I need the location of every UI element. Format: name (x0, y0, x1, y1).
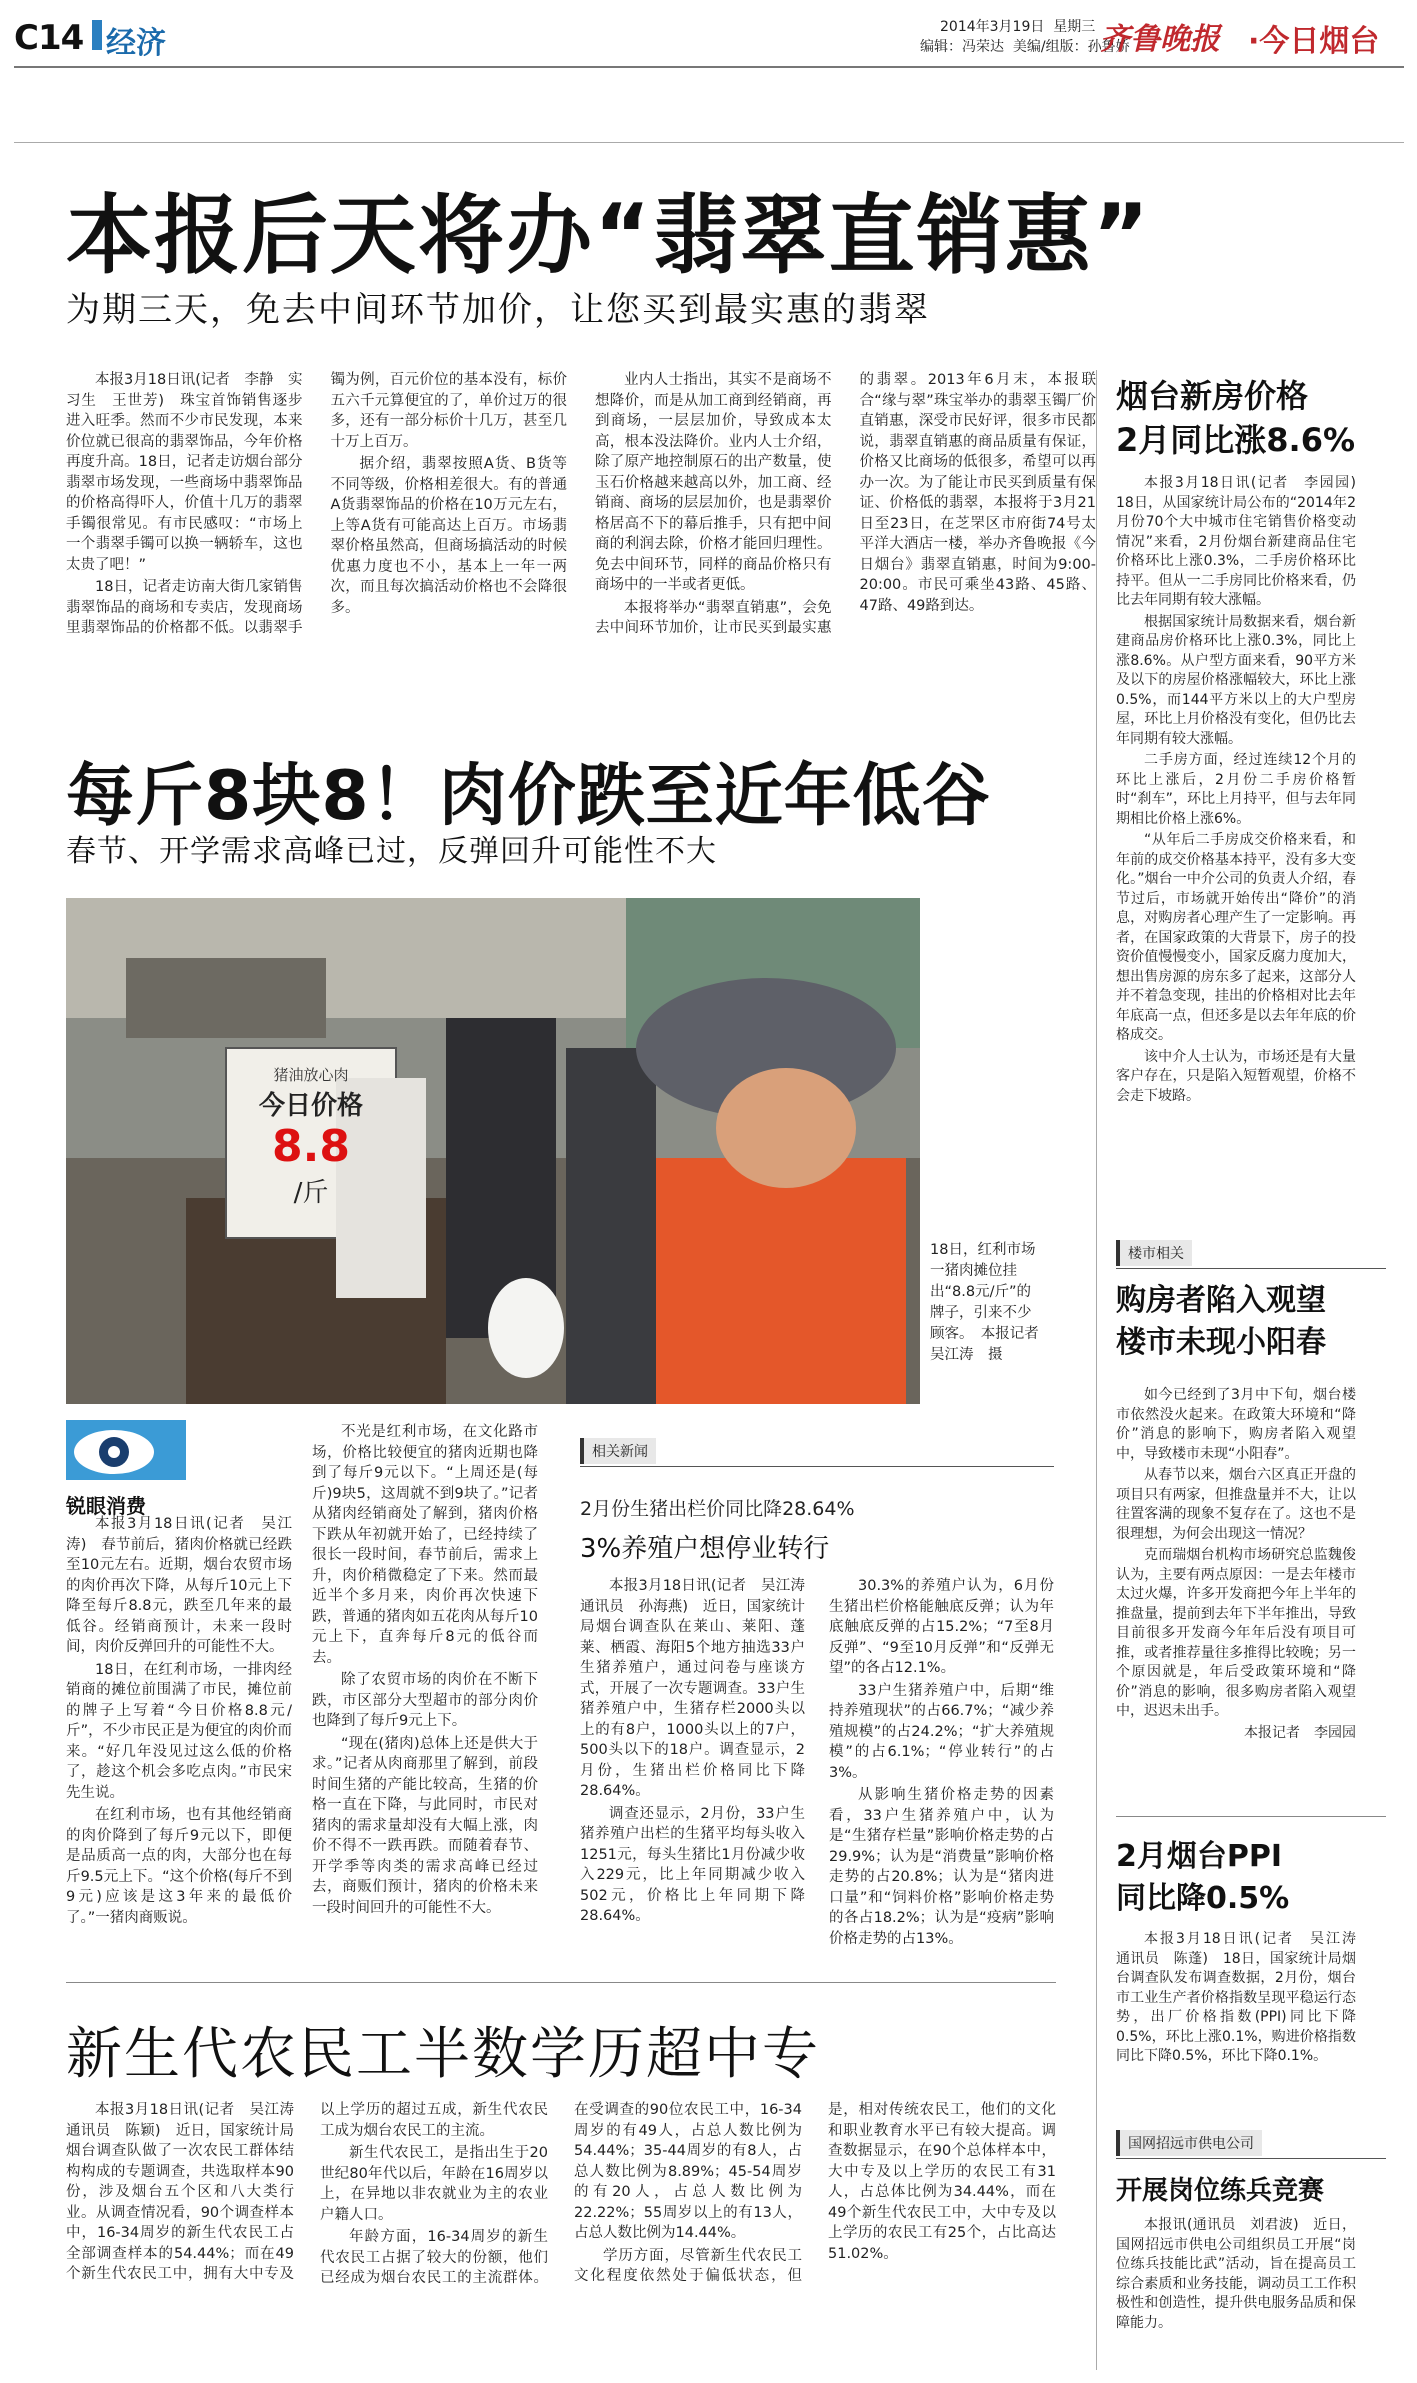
hog-tag-rule (580, 1466, 1054, 1467)
eye-logo (66, 1420, 186, 1518)
header-divider-thin (14, 142, 1404, 143)
lead-headline: 本报后天将办“翡翠直销惠” (66, 186, 1152, 286)
section-badge (92, 20, 102, 50)
market-body: 如今已经到了3月中下旬，烟台楼市依然没火起来。在政策大环境和“降价”消息的影响下，购房者陷入观望中，导致楼市未现“小阳春”。 从春节以来，烟台六区真正开盘的项目只有两家，但推盘量并不大，让以往置客满的现象不复存在了。这也不是很理想，为何会出现这一情况？ 克而瑞烟台机构市场研究总监魏俊认为，主要有两点原因：一是去年楼市太过火爆，许多开发商把今年上半年的推盘量，提前到去年下半年推出，导致目前很多开发商今年年后没有项目可推，或者推荐量往多推得比较晚；另一个原因就是，年后受政策环境和“降价”消息的影响，很多购房者陷入观望中，迟迟未出手。 本报记者 李园园 (1116, 1387, 1356, 1741)
page-number: C14 (14, 18, 84, 58)
lead-body: 本报3月18日讯(记者 李静 实习生 王世芳) 珠宝首饰销售逐步进入旺季。然而不少市民发现，本来价位就已很高的翡翠饰品，今年价格再度升高。18日，记者走访烟台部分翡翠市场发现，一些商场中翡翠饰品的价格高得吓人，价值十几万的翡翠手镯很常见。有市民感叹：“市场上一个翡翠手镯可以换一辆轿车，这也太贵了吧！” 18日，记者走访南大街几家销售翡翠饰品的商场和专卖店，发现商场里翡翠饰品的价格都不低。以翡翠手镯为例，百元价位的基本没有，标价五六千元算便宜的了，单价过万的很多，还有一部分标价十几万，甚至几十万上百万。 据介绍，翡翠按照A货、B货等不同等级，价格相差很大。有的普通A货翡翠饰品的价格在10万元左右，上等A货有可能高达上百万。市场翡翠价格虽然高，但商场搞活动的时候优惠力度也不小，基本上一年一两次，而且每次搞活动价格也不会降很多。 业内人士指出，其实不是商场不想降价，而是从加工商到经销商，再到商场，一层层加价，导致成本太高，根本没法降价。业内人士介绍，除了原产地控制原石的出产数量，使玉石价格越来越高以外，加工商、经销商、商场的层层加价，也是翡翠价格居高不下的幕后推手，只有把中间商的利润去除，价格才能回归理性。免去中间环节，同样的商品价格只有商场中的一半或者更低。 本报将举办“翡翠直销惠”，会免去中间环节加价，让市民买到最实惠的翡翠。2013年6月末，本报联合“缘与翠”珠宝举办的翡翠玉镯厂价直销惠，深受市民好评，很多市民都说，翡翠直销惠的商品质量有保证，价格又比商场的低很多，希望可以再办一次。为了能让市民买到质量有保证、价格低的翡翠，本报将于3月21日至23日，在芝罘区市府街74号太平洋大酒店一楼，举办齐鲁晚报《今日烟台》翡翠直销惠，时间为9:00-20:00。市民可乘坐43路、45路、47路、49路到达。 (66, 372, 1096, 636)
price-sign-unit: /斤 (293, 1178, 329, 1208)
lead-subheadline: 为期三天，免去中间环节加价，让您买到最实惠的翡翠 (66, 290, 930, 330)
pork-body-col1: 本报3月18日讯(记者 吴江涛) 春节前后，猪肉价格就已经跌至10元左右。近期，烟台农贸市场的肉价再次下降，从每斤10元上下降至每斤8.8元，跌至几年来的最低谷。经销商预计，未来一段时间，肉价反弹回升的可能性不大。 18日，在红利市场，一排肉经销商的摊位前围满了市民，摊位前的牌子上写着“今日价格8.8元/斤”，不少市民正是为便宜的肉价而来。“好几年没见过这么低的价格了，趁这个机会多吃点肉。”市民宋先生说。 在红利市场，也有其他经销商的肉价降到了每斤9元以下，即便是品质高一点的肉，大部分也在每斤9.5元上下。“这个价格(每斤不到9元)应该是这3年来的最低价了。”一猪肉商贩说。 (66, 1516, 292, 1926)
market-tag-rule (1116, 1268, 1386, 1269)
price-sign (238, 1058, 384, 1228)
right-column-rule (1096, 370, 1097, 2370)
pork-body-col2: 不光是红利市场，在文化路市场，价格比较便宜的猪肉近期也降到了每斤9元以下。“上周还是(每斤)9块5，这周就不到9块了。”记者从猪肉经销商处了解到，猪肉价格下跌从年初就开始了，已经持续了很长一段时间，春节前后，需求上升，肉价稍微稳定了下来。然而最近半个多月来，肉价再次快速下跌，普通的猪肉如五花肉从每斤10元上下，直奔每斤8元的低谷而去。 除了农贸市场的肉价在不断下跌，市区部分大型超市的部分肉价也降到了每斤9元上下。 “现在(猪肉)总体上还是供大于求。”记者从肉商那里了解到，前段时间生猪的产能比较高，生猪的价格一直在下降，与此同时，市民对猪肉的需求量却没有大幅上涨，肉价不得不一跌再跌。而随着春节、开学季等肉类的需求高峰已经过去，商贩们预计，猪肉的价格未来一段时间回升的可能性不大。 (312, 1424, 538, 1916)
header-editor: 编辑：冯荣达 美编/组版：孙鲁娇 (920, 39, 1130, 55)
photo-illustration (66, 898, 920, 1404)
grid-body: 本报讯(通讯员 刘君波) 近日，国网招远市供电公司组织员工开展“岗位练兵技能比武”活动，旨在提高员工综合素质和业务技能，调动员工工作积极性和创造性，提升供电服务品质和保障能力。 (1116, 2217, 1356, 2331)
eye-logo-text: 锐眼消费 (66, 1494, 146, 1518)
grid-tag: 国网招远市供电公司 (1116, 2130, 1262, 2156)
pork-headline: 每斤8块8！肉价跌至近年低谷 (66, 757, 991, 836)
ppi-body: 本报3月18日讯(记者 吴江涛 通讯员 陈蓬) 18日，国家统计局烟台调查队发布调查数据，2月份，烟台市工业生产者价格指数呈现平稳运行态势，出厂价格指数(PPI)同比下降0.5%，环比上涨0.1%，购进价格指数同比下降0.5%，环比下降0.1%。 (1116, 1931, 1370, 2064)
hog-tag: 相关新闻 (580, 1438, 656, 1464)
grid-headline: 开展岗位练兵竞赛 (1116, 2176, 1325, 2206)
house-body: 本报3月18日讯(记者 李园园) 18日，从国家统计局公布的“2014年2月份70个大中城市住宅销售价格变动情况”来看，2月份烟台新建商品住宅价格环比上涨0.3%，二手房价格环比持平。但从一二手房同比价格来看，仍比去年同期有较大涨幅。 根据国家统计局数据来看，烟台新建商品房价格环比上涨0.3%，同比上涨8.6%。从户型方面来看，90平方米及以下的房屋价格涨幅较大，环比上涨0.5%，而144平方米以上的大户型房屋，环比上月价格没有变化，但仍比去年同期有较大涨幅。 二手房方面，经过连续12个月的环比上涨后，2月份二手房价格暂时“刹车”，环比上月持平，但与去年同期相比价格上涨6%。 “从年后二手房成交价格来看，和年前的成交价格基本持平，没有多大变化。”烟台一中介公司的负责人介绍，春节过后，市场就开始传出“降价”的消息，对购房者心理产生了一定影响。再者，在国家政策的大背景下，房子的投资价值慢慢变小，国家反腐力度加大，想出售房源的房东多了起来，这部分人并不着急变现，挂出的价格相对比去年年底高一点，但还多是以去年年底的价格成交。 该中介人士认为，市场还是有大量客户存在，只是陷入短暂观望，价格不会走下坡路。 (1116, 475, 1370, 1104)
worker-headline: 新生代农民工半数学历超中专 (66, 2022, 820, 2087)
market-headline: 购房者陷入观望 楼市未现小阳春 (1116, 1283, 1326, 1360)
ppi-headline: 2月烟台PPI 同比降0.5% (1116, 1839, 1290, 1916)
pork-subheadline: 春节、开学需求高峰已过，反弹回升可能性不大 (66, 834, 717, 869)
hog-body: 本报3月18日讯(记者 吴江涛 通讯员 孙海燕) 近日，国家统计局烟台调查队在莱山、莱阳、蓬莱、栖霞、海阳5个地方抽选33户生猪养殖户，通过问卷与座谈方式，开展了一次专题调查。33户生猪养殖户中，生猪存栏2000头以上的有8户，1000头以上的7户，500头以下的18户。调查显示，2月份，生猪出栏价格同比下降28.64%。 调查还显示，2月份，33户生猪养殖户出栏的生猪平均每头收入1251元，每头生猪比1月份减少收入229元，比上年同期减少收入502元，价格比上年同期下降28.64%。 30.3%的养殖户认为，6月份生猪出栏价格能触底反弹；认为年底触底反弹的占15.2%；“7至8月反弹”、“9至10月反弹”和“反弹无望”的各占12.1%。 33户生猪养殖户中，后期“维持养殖现状”的占66.7%；“减少养殖规模”的占24.2%；“扩大养殖规模”的占6.1%；“停业转行”的占3%。 从影响生猪价格走势的因素看，33户生猪养殖户中，认为是“生猪存栏量”影响价格走势的占29.9%；认为是“消费量”影响价格走势的占20.8%；认为是“猪肉进口量”和“饲料价格”影响价格走势的各占18.2%；认为是“疫病”影响价格走势的占13%。 (580, 1578, 1054, 1947)
pork-market-photo (66, 898, 920, 1404)
worker-divider (66, 1982, 1056, 1983)
hog-headline: 3%养殖户想停业转行 (580, 1534, 830, 1564)
brand-sub: ·今日烟台 (1248, 24, 1380, 59)
photo-caption: 18日，红利市场一猪肉摊位挂出“8.8元/斤”的牌子，引来不少顾客。 本报记者 吴江涛 摄 (930, 1242, 1054, 1363)
header-date: 2014年3月19日 星期三 (940, 19, 1096, 35)
hog-kicker: 2月份生猪出栏价同比降28.64% (580, 1498, 855, 1520)
market-tag: 楼市相关 (1116, 1240, 1192, 1266)
price-sign-price: 8.8 (272, 1121, 350, 1172)
eye-icon (66, 1420, 186, 1480)
ppi-divider (1116, 1816, 1386, 1817)
house-headline: 烟台新房价格 2月同比涨8.6% (1116, 377, 1356, 459)
section-name: 经济 (106, 26, 166, 61)
header-divider (14, 66, 1404, 68)
grid-tag-rule (1116, 2158, 1386, 2159)
price-sign-line1: 猪油放心肉 (273, 1066, 349, 1084)
brand-logo: 齐鲁晚报 (1100, 22, 1220, 57)
worker-body: 本报3月18日讯(记者 吴江涛 通讯员 陈颖) 近日，国家统计局烟台调查队做了一次农民工群体结构构成的专题调查，共选取样本90份，涉及烟台五个区和八大类行业。从调查情况看，90个调查样本中，16-34周岁的新生代农民工占全部调查样本的54.44%；而在49个新生代农民工中，拥有大中专及以上学历的超过五成，新生代农民工成为烟台农民工的主流。 新生代农民工，是指出生于20世纪80年代以后，年龄在16周岁以上，在异地以非农就业为主的农业户籍人口。 年龄方面，16-34周岁的新生代农民工占据了较大的份额，他们已经成为烟台农民工的主流群体。在受调查的90位农民工中，16-34周岁的有49人，占总人数比例为54.44%；35-44周岁的有8人，占总人数比例为8.89%；45-54周岁的有20人，占总人数比例为22.22%；55周岁以上的有13人，占总人数比例为14.44%。 学历方面，尽管新生代农民工文化程度依然处于偏低状态，但是，相对传统农民工，他们的文化和职业教育水平已有较大提高。调查数据显示，在90个总体样本中，大中专及以上学历的农民工有31人，占总体比例为34.44%，而在49个新生代农民工中，大中专及以上学历的农民工有25个，占比高达51.02%。 (66, 2102, 1056, 2286)
price-sign-line2: 今日价格 (258, 1091, 363, 1121)
